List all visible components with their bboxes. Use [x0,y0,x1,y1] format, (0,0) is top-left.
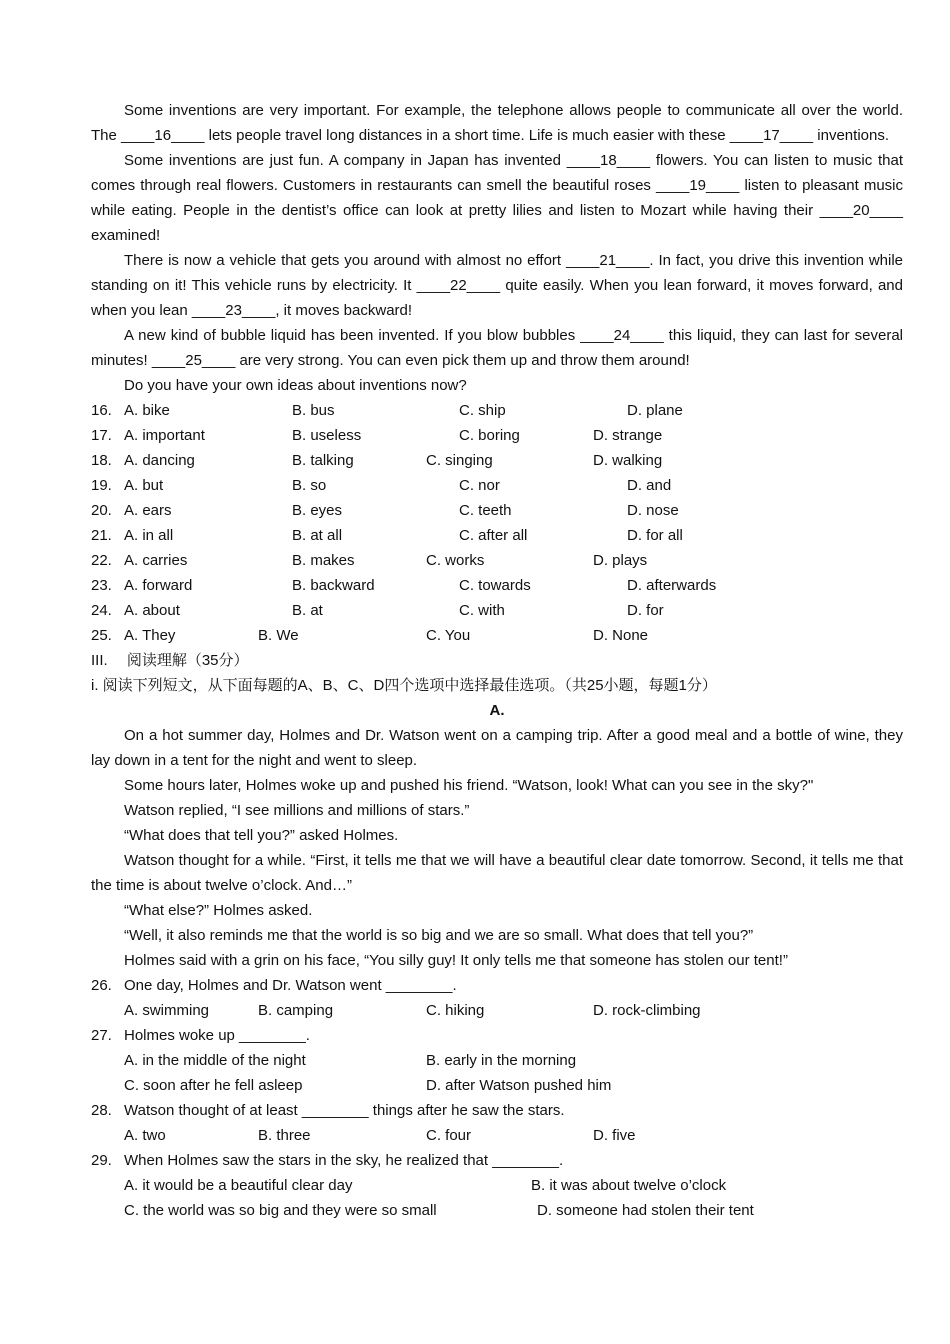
reading-question-28 [91,1098,903,1123]
question-number: 27. [91,1027,112,1044]
option-b: B. at [292,602,323,619]
option-a: A. carries [124,552,188,569]
question-number: 28. [91,1102,112,1119]
option-a: A. two [124,1127,166,1144]
document-page [91,98,903,1223]
option-a: A. in the middle of the night [124,1052,306,1069]
question-number: 29. [91,1152,112,1169]
passage-paragraph: Do you have your own ideas about inventions now? [124,377,467,394]
question-number: 25. [91,627,112,644]
option-b: B. three [258,1127,311,1144]
option-a: A. in all [124,527,174,544]
section-instruction: i. 阅读下列短文，从下面每题的A、B、C、D四个选项中选择最佳选项。（共25小题，每题1分） [91,677,717,694]
reading-options-28 [91,1123,903,1148]
option-a: A. swimming [124,1002,210,1019]
option-c: C. teeth [459,502,512,519]
passage-paragraph: Some inventions are very important. For example, the telephone allows people to communicate all over the world. The ____16____ lets people travel long distances in a short time. Life is much easier with these ____17____ inventions. [91,102,903,144]
question-number: 23. [91,577,112,594]
cloze-question-23 [91,573,903,598]
option-d: D. None [593,627,649,644]
option-b: B. early in the morning [426,1052,577,1069]
option-b: B. camping [258,1002,334,1019]
option-c: C. boring [459,427,520,444]
reading-question-27 [91,1023,903,1048]
question-number: 19. [91,477,112,494]
option-a: A. ears [124,502,172,519]
option-d: D. after Watson pushed him [426,1077,612,1094]
reading-options-29-cd [91,1198,903,1223]
option-d: D. and [627,477,672,494]
story-paragraph: “What else?” Holmes asked. [124,902,313,919]
cloze-question-24 [91,598,903,623]
option-d: D. plays [593,552,648,569]
option-b: B. so [292,477,327,494]
question-number: 16. [91,402,112,419]
option-b: B. makes [292,552,355,569]
option-b: B. useless [292,427,362,444]
option-b: B. it was about twelve o’clock [531,1177,727,1194]
passage-paragraph: A new kind of bubble liquid has been invented. If you blow bubbles ____24____ this liquid, they can last for several minutes! ____25____ are very strong. You can even pick them up and throw them around! [91,327,903,369]
reading-options-29-ab [91,1173,903,1198]
option-b: B. backward [292,577,375,594]
option-d: D. nose [627,502,679,519]
option-b: B. at all [292,527,343,544]
reading-options-27-cd [91,1073,903,1098]
option-b: B. eyes [292,502,343,519]
cloze-question-19 [91,473,903,498]
cloze-question-21 [91,523,903,548]
question-number: 18. [91,452,112,469]
option-c: C. works [426,552,485,569]
question-number: 26. [91,977,112,994]
passage-title: A. [489,702,505,719]
option-c: C. the world was so big and they were so small [124,1202,437,1219]
story-paragraph: On a hot summer day, Holmes and Dr. Watson went on a camping trip. After a good meal and a bottle of wine, they lay down in a tent for the night and went to sleep. [91,727,903,769]
option-c: C. hiking [426,1002,485,1019]
option-d: D. for [627,602,664,619]
reading-question-26 [91,973,903,998]
reading-options-27-ab [91,1048,903,1073]
option-a: A. They [124,627,176,644]
section-heading: III. 阅读理解（35分） [91,652,249,669]
option-c: C. ship [459,402,506,419]
option-c: C. soon after he fell asleep [124,1077,303,1094]
option-a: A. dancing [124,452,195,469]
story-paragraph: Watson thought for a while. “First, it tells me that we will have a beautiful clear date tomorrow. Second, it tells me that the time is about twelve o’clock. And…” [91,852,903,894]
question-stem: One day, Holmes and Dr. Watson went ________. [124,977,457,994]
option-c: C. towards [459,577,531,594]
question-stem: Watson thought of at least ________ things after he saw the stars. [124,1102,565,1119]
option-c: C. after all [459,527,528,544]
story-paragraph: “Well, it also reminds me that the world is so big and we are so small. What does that tell you?” [124,927,754,944]
option-a: A. important [124,427,205,444]
option-d: D. for all [627,527,683,544]
story-paragraph: Holmes said with a grin on his face, “You silly guy! It only tells me that someone has stolen our tent!” [124,952,788,969]
option-a: A. it would be a beautiful clear day [124,1177,353,1194]
option-c: C. singing [426,452,493,469]
option-d: D. plane [627,402,683,419]
cloze-question-16 [91,398,903,423]
option-b: B. bus [292,402,335,419]
option-d: D. walking [593,452,663,469]
reading-question-29 [91,1148,903,1173]
question-number: 17. [91,427,112,444]
option-a: A. about [124,602,180,619]
cloze-question-20 [91,498,903,523]
question-stem: When Holmes saw the stars in the sky, he realized that ________. [124,1152,564,1169]
cloze-question-22 [91,548,903,573]
cloze-question-18 [91,448,903,473]
option-d: D. someone had stolen their tent [537,1202,754,1219]
option-c: C. You [426,627,471,644]
option-b: B. We [258,627,299,644]
option-a: A. bike [124,402,170,419]
option-c: C. nor [459,477,500,494]
story-paragraph: “What does that tell you?” asked Holmes. [124,827,399,844]
passage-paragraph: There is now a vehicle that gets you around with almost no effort ____21____. In fact, you drive this invention while standing on it! This vehicle runs by electricity. It ____22____ quite easily. When you lean forward, it moves forward, and when you lean ____23____, it moves backward! [91,252,903,319]
cloze-question-25 [91,623,903,648]
question-number: 21. [91,527,112,544]
option-d: D. five [593,1127,636,1144]
option-d: D. rock-climbing [593,1002,701,1019]
option-a: A. forward [124,577,193,594]
question-number: 20. [91,502,112,519]
option-a: A. but [124,477,164,494]
story-paragraph: Some hours later, Holmes woke up and pushed his friend. “Watson, look! What can you see in the sky?" [124,777,814,794]
option-b: B. talking [292,452,354,469]
story-paragraph: Watson replied, “I see millions and millions of stars.” [124,802,470,819]
question-number: 24. [91,602,112,619]
passage-paragraph: Some inventions are just fun. A company in Japan has invented ____18____ flowers. You can listen to music that comes through real flowers. Customers in restaurants can smell the beautiful roses ____19____ listen to pleasant music while eating. People in the dentist’s office can look at pretty lilies and listen to Mozart while having their ____20____ examined! [91,152,903,244]
option-c: C. with [459,602,505,619]
question-stem: Holmes woke up ________. [124,1027,310,1044]
option-d: D. afterwards [627,577,717,594]
reading-options-26 [91,998,903,1023]
option-d: D. strange [593,427,663,444]
cloze-question-17 [91,423,903,448]
question-number: 22. [91,552,112,569]
option-c: C. four [426,1127,472,1144]
